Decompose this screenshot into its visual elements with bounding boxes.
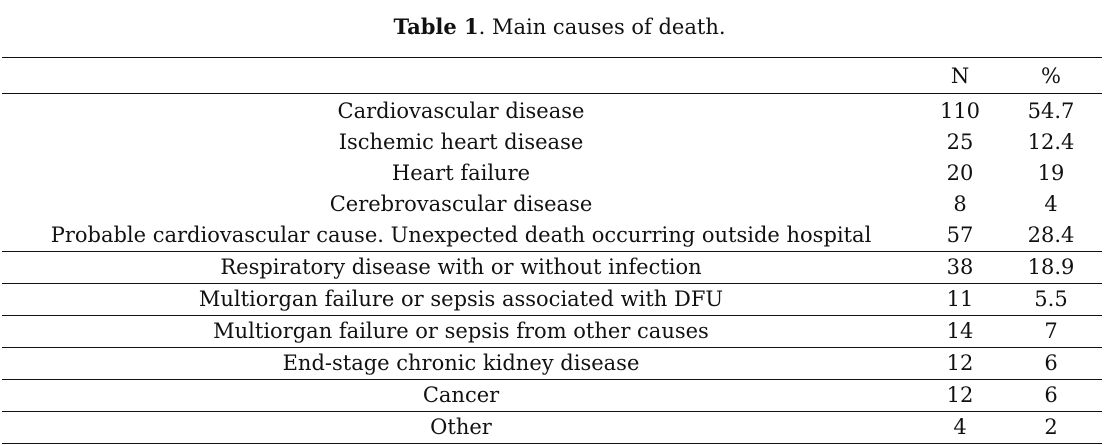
cause-cell: Cancer [422, 383, 500, 407]
n-cell: 12 [946, 383, 974, 407]
cause-cell: Cardiovascular disease [337, 99, 585, 123]
n-cell: 4 [953, 415, 967, 439]
cause-cell: Heart failure [391, 161, 531, 185]
table-caption [0, 14, 1119, 40]
header-cause [2, 58, 920, 94]
pct-cell: 12.4 [1027, 130, 1075, 154]
table-header-row [2, 58, 1102, 94]
table-row [2, 252, 1102, 284]
cause-cell: Ischemic heart disease [338, 130, 584, 154]
n-cell: 38 [946, 255, 974, 279]
table-row [2, 189, 1102, 220]
n-cell: 12 [946, 351, 974, 375]
pct-cell: 54.7 [1027, 99, 1075, 123]
n-cell: 14 [946, 319, 974, 343]
n-cell: 57 [946, 223, 974, 247]
pct-cell: 28.4 [1027, 223, 1075, 247]
pct-cell: 19 [1037, 161, 1065, 185]
cause-cell: Multiorgan failure or sepsis associated with DFU [198, 287, 724, 311]
cause-cell: End-stage chronic kidney disease [282, 351, 640, 375]
caption-label: Table 1 [393, 14, 479, 39]
table-row [2, 284, 1102, 316]
header-pct: % [1041, 64, 1061, 88]
cause-cell: Cerebrovascular disease [329, 192, 593, 216]
table-row [2, 380, 1102, 412]
cause-cell: Other [430, 415, 492, 439]
table-row [2, 412, 1102, 444]
n-cell: 25 [946, 130, 974, 154]
n-cell: 8 [953, 192, 967, 216]
pct-cell: 2 [1044, 415, 1058, 439]
pct-cell: 7 [1044, 319, 1058, 343]
cause-cell: Probable cardiovascular cause. Unexpected death occurring outside hospital [50, 223, 872, 247]
n-cell: 11 [946, 287, 974, 311]
pct-cell: 4 [1044, 192, 1058, 216]
header-n: N [950, 64, 970, 88]
table-row [2, 348, 1102, 380]
table-row [2, 94, 1102, 128]
causes-of-death-table [2, 57, 1102, 444]
n-cell: 110 [939, 99, 981, 123]
cause-cell: Multiorgan failure or sepsis from other causes [213, 319, 709, 343]
pct-cell: 6 [1044, 351, 1058, 375]
caption-text: . Main causes of death. [478, 15, 726, 39]
pct-cell: 18.9 [1027, 255, 1075, 279]
table-row [2, 220, 1102, 252]
n-cell: 20 [946, 161, 974, 185]
pct-cell: 5.5 [1034, 287, 1068, 311]
table-row [2, 127, 1102, 158]
table-row [2, 316, 1102, 348]
cause-cell: Respiratory disease with or without infection [220, 255, 702, 279]
table-row [2, 158, 1102, 189]
pct-cell: 6 [1044, 383, 1058, 407]
